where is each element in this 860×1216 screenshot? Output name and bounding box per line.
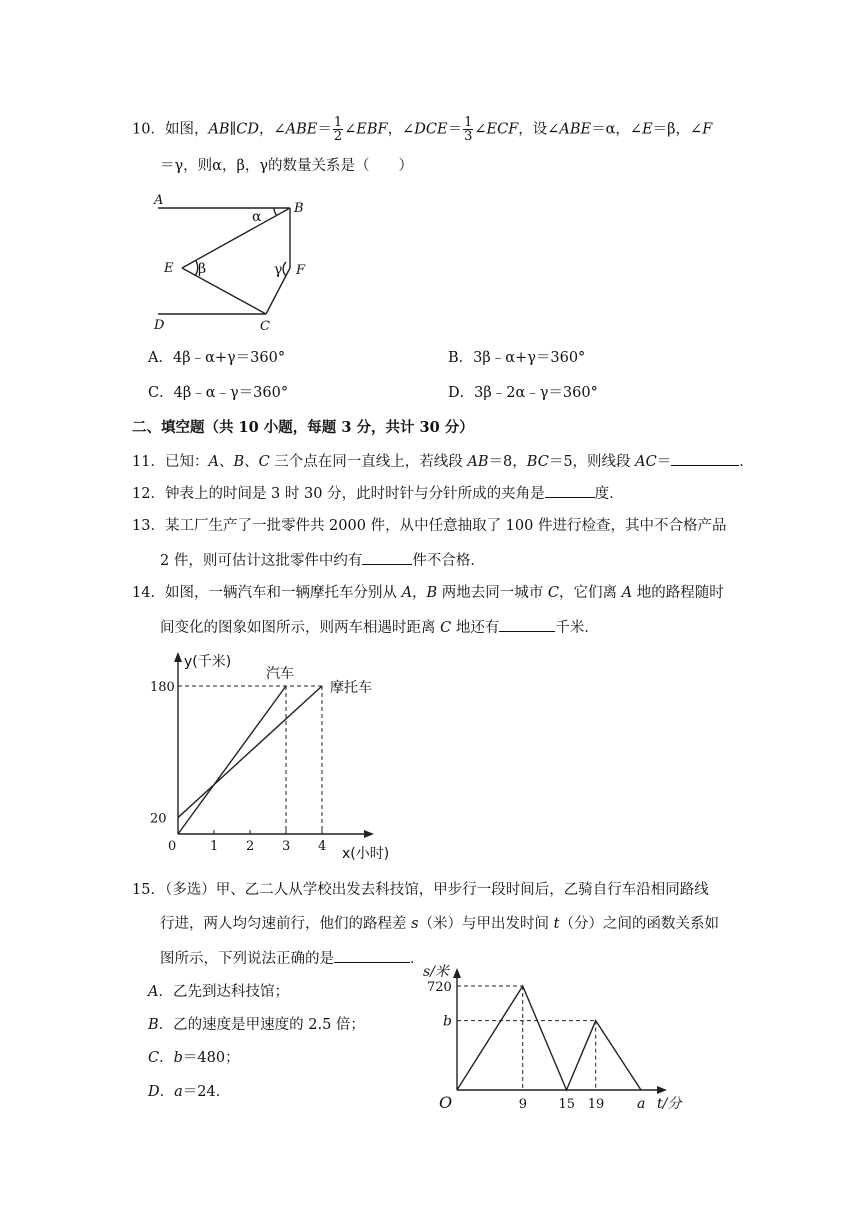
point-f-label: F: [296, 263, 306, 278]
q14-point: C: [547, 585, 560, 601]
q15-option-b: [148, 1015, 365, 1035]
q14-point: B: [426, 585, 438, 601]
q10-text: ＝: [447, 121, 463, 138]
option-text: ．乙先到达科技馆；: [158, 984, 289, 1000]
q15-option-a: [148, 982, 289, 1002]
x-tick-label: 4: [318, 839, 327, 854]
fraction-denominator: 3: [464, 129, 473, 144]
q15-answer-blank[interactable]: [334, 948, 410, 963]
gamma-label: γ: [274, 262, 283, 278]
y-tick-label: b: [443, 1013, 452, 1030]
gamma-arc: [283, 262, 286, 276]
x-tick-label: a: [637, 1096, 646, 1112]
q10-option-a: A．4β﹣α+γ＝360°: [148, 350, 286, 366]
q11-text: ＝5，则线段: [548, 454, 636, 470]
q10-angle-dce: DCE: [414, 121, 448, 138]
q10-angle-ecf: ∠ECF: [474, 121, 519, 138]
q15-text: （多选）甲、乙二人从学校出发去科技馆，甲步行一段时间后，乙骑自行车沿相同路线: [164, 882, 709, 898]
q15-option-d: [148, 1082, 230, 1102]
q11-point: A: [208, 454, 219, 470]
difference-line: [457, 986, 641, 1090]
option-text: ＝480；: [182, 1050, 240, 1066]
x-tick-label: 2: [246, 839, 255, 854]
q10-text: ＝: [317, 121, 332, 138]
q13-line-1: [132, 516, 726, 536]
q10-fraction-1: [333, 116, 343, 143]
q15-number: 15．: [132, 882, 165, 898]
x-tick-label: 19: [587, 1097, 605, 1112]
option-text: ．: [159, 1050, 174, 1066]
y-tick-label: 180: [150, 680, 175, 696]
motorcycle-label: 摩托车: [330, 680, 372, 697]
q11-text: 已知：: [164, 454, 209, 470]
q15-text: 图所示，下列说法正确的是: [160, 951, 334, 967]
q10-angle-abe: ABE: [285, 121, 318, 138]
q11-text: 三个点在同一直线上，若线段: [269, 454, 468, 470]
q10-parallel: AB∥CD: [208, 121, 259, 138]
q10-number: 10．: [132, 121, 165, 138]
x-tick-label: 9: [518, 1097, 527, 1112]
x-tick-label: 1: [210, 839, 219, 854]
section-2-heading: 二、填空题（共 10 小题，每题 3 分，共计 30 分）: [132, 419, 474, 436]
q11-text: ＝8，: [488, 454, 527, 470]
line-be: [182, 208, 290, 268]
x-tick-label: 15: [558, 1097, 576, 1112]
y-axis-arrow: [453, 968, 461, 978]
q10-fraction-2: [463, 116, 473, 143]
q10-text: ＝α，∠: [591, 121, 643, 138]
q15-variable-s: s: [411, 916, 419, 932]
q15-line-2: [160, 914, 719, 934]
q10-text: ，设∠: [518, 121, 560, 138]
q12-answer-blank[interactable]: [545, 483, 595, 498]
q10-angle-ebf: ∠EBF: [344, 121, 388, 138]
q13-line-2: [160, 550, 485, 571]
q11-text: 、: [244, 454, 259, 470]
origin-label: O: [439, 1093, 453, 1112]
q10-line-1: [132, 116, 712, 143]
q11-point: C: [258, 454, 270, 470]
q15-text: （米）与甲出发时间: [418, 916, 554, 932]
q14-text: 地还有: [451, 620, 500, 636]
q14-point: C: [440, 620, 452, 636]
option-letter: D: [148, 1084, 160, 1100]
q14-distance-time-chart: [150, 646, 410, 866]
q15-distance-difference-chart: [415, 962, 685, 1122]
q10-text: ＝β，∠: [652, 121, 703, 138]
q12: [132, 483, 624, 504]
q14-line-1: [132, 583, 724, 603]
q14-text: 如图，一辆汽车和一辆摩托车分别从: [164, 585, 402, 601]
q15-text: （分）之间的函数关系如: [559, 916, 719, 932]
x-axis-arrow: [657, 1086, 667, 1094]
q12-text: 钟表上的时间是 3 时 30 分，此时时针与分针所成的夹角是: [164, 486, 545, 502]
q14-text: ，: [412, 585, 427, 601]
alpha-arc: [274, 208, 277, 216]
q14-text: 地的路程随时: [632, 585, 724, 601]
q14-point: A: [621, 585, 633, 601]
q15-line-3: [160, 948, 425, 969]
point-b-label: B: [294, 201, 304, 216]
q14-text: ，它们离: [559, 585, 622, 601]
line-ec: [182, 268, 266, 314]
q15-text: 行进，两人均匀速前行，他们的路程差: [160, 916, 412, 932]
q11-text: ．: [739, 454, 754, 470]
q10-line-2: ＝γ，则α，β，γ的数量关系是（ ）: [160, 158, 414, 174]
q11-text: ＝: [656, 454, 672, 470]
q11-number: 11．: [132, 454, 165, 470]
q10-option-c: C．4β﹣α﹣γ＝360°: [148, 385, 289, 401]
q10-geometry-figure: [150, 190, 330, 336]
q10-angle-abe: ABE: [559, 121, 592, 138]
q10-text: ，∠: [387, 121, 415, 138]
q11: [132, 451, 754, 472]
fraction-denominator: 2: [333, 129, 343, 144]
q11-segment: AC: [635, 454, 657, 470]
q11-text: 、: [218, 454, 234, 470]
motorcycle-line: [178, 686, 322, 818]
fraction-numerator: 1: [464, 115, 473, 130]
car-line: [178, 686, 286, 834]
q15-text: ．: [410, 951, 425, 967]
q10-option-b: B．3β﹣α+γ＝360°: [448, 350, 586, 366]
q12-number: 12．: [132, 486, 165, 502]
q11-point: B: [233, 454, 245, 470]
q10-angle-e: E: [642, 121, 653, 138]
q12-text: 度．: [594, 486, 624, 502]
x-tick-label: 3: [282, 839, 291, 854]
option-letter: C: [148, 1050, 160, 1066]
y-axis-label: s/米: [423, 964, 449, 980]
point-c-label: C: [260, 319, 270, 334]
q10-angle-f: F: [702, 121, 713, 138]
y-tick-label: 720: [427, 980, 452, 995]
q14-line-2: [160, 617, 599, 638]
option-text: ．: [159, 1084, 175, 1100]
q14-text: 间变化的图象如图所示，则两车相遇时距离: [160, 620, 441, 636]
x-axis-label: x(小时): [342, 846, 390, 862]
q10-text: ，∠: [259, 121, 286, 138]
y-axis-arrow: [174, 652, 182, 662]
q15-variable-t: t: [553, 916, 560, 932]
fraction-numerator: 1: [333, 115, 343, 130]
point-d-label: D: [154, 318, 165, 333]
q13-text: 件不合格．: [412, 553, 485, 569]
option-variable: b: [173, 1050, 183, 1066]
q14-text: 两地去同一城市: [437, 585, 548, 601]
point-a-label: A: [154, 193, 164, 208]
option-letter: A: [148, 984, 159, 1000]
q13-text: 某工厂生产了一批零件共 2000 件，从中任意抽取了 100 件进行检查，其中不合格产品: [164, 518, 727, 534]
q15-line-1: [132, 880, 709, 900]
option-text: ＝24．: [182, 1084, 231, 1100]
y-tick-label: 20: [150, 811, 167, 827]
x-axis-arrow: [364, 830, 374, 838]
option-text: ．乙的速度是甲速度的 2.5 倍；: [158, 1017, 365, 1033]
point-e-label: E: [164, 261, 174, 276]
y-axis-label: y(千米): [184, 654, 232, 670]
q14-number: 14．: [132, 585, 165, 601]
x-tick-label: 0: [168, 839, 177, 854]
q11-segment: AB: [467, 454, 489, 470]
q11-segment: BC: [526, 454, 549, 470]
q15-option-c: [148, 1048, 240, 1068]
q14-text: 千米．: [555, 620, 599, 636]
q10-text: 如图，: [164, 121, 209, 138]
alpha-label: α: [252, 209, 262, 225]
option-variable: a: [174, 1084, 183, 1100]
q13-number: 13．: [132, 518, 165, 534]
beta-label: β: [198, 261, 207, 277]
x-axis-label: t/分: [657, 1096, 682, 1112]
q10-option-d: D．3β﹣2α﹣γ＝360°: [448, 385, 598, 401]
car-label: 汽车: [266, 666, 294, 683]
q11-answer-blank[interactable]: [671, 451, 739, 466]
q14-answer-blank[interactable]: [499, 617, 555, 632]
option-letter: B: [148, 1017, 159, 1033]
q14-point: A: [401, 585, 413, 601]
q13-text: 2 件，则可估计这批零件中约有: [160, 553, 363, 569]
q13-answer-blank[interactable]: [362, 550, 412, 565]
